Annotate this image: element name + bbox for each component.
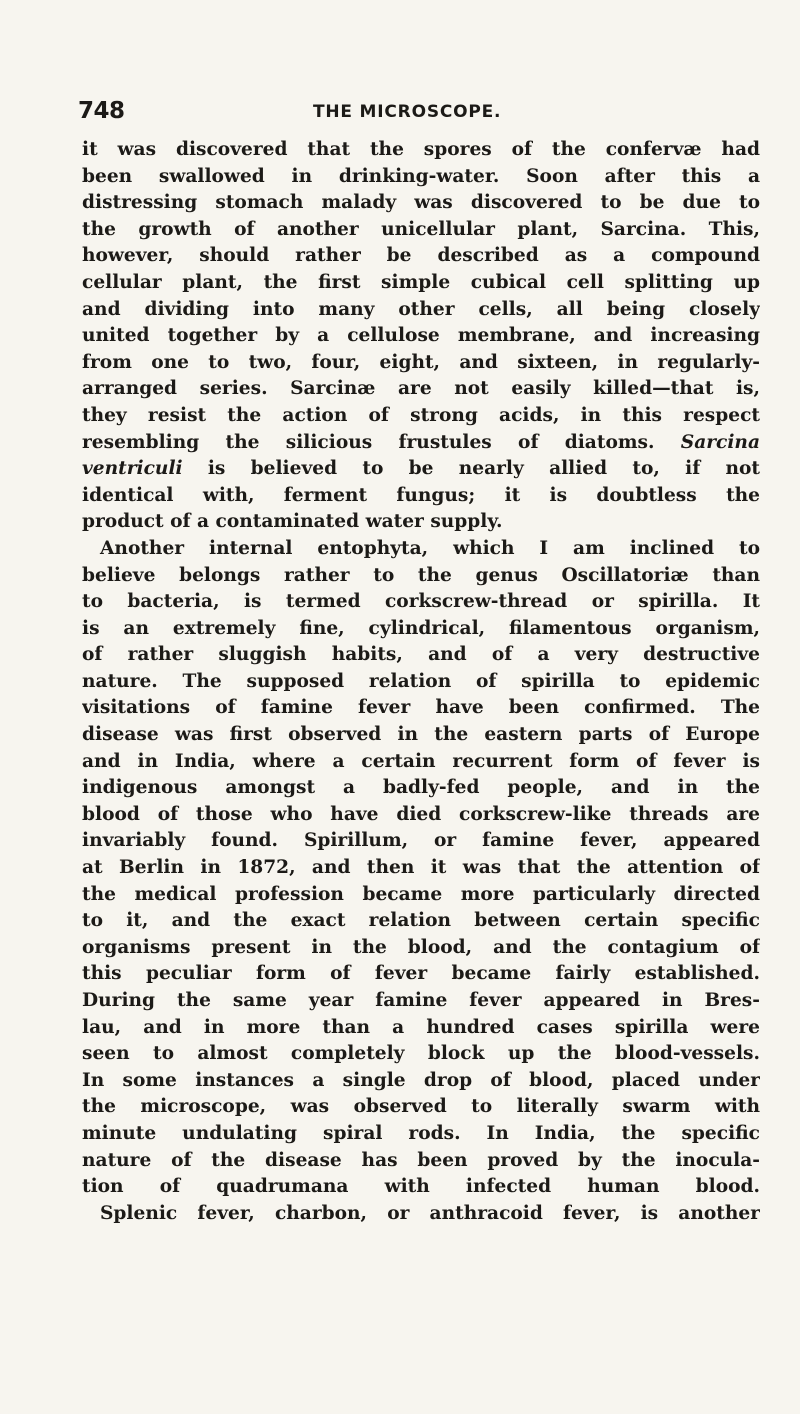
text-line-content: identical with, ferment fungus; it is doubtless the: [82, 484, 760, 506]
text-line-content: from one to two, four, eight, and sixteen, in regularly-: [82, 351, 760, 373]
text-line-content: is believed to be nearly allied to, if not: [182, 458, 760, 480]
body-text: [82, 137, 760, 1227]
text-line: [82, 243, 760, 270]
italic-term: Sarcina: [680, 431, 760, 453]
text-line: [82, 1015, 760, 1042]
text-line: [82, 908, 760, 935]
text-line: [82, 935, 760, 962]
text-line: [82, 642, 760, 669]
text-line: [82, 323, 760, 350]
text-line: [82, 190, 760, 217]
text-line-content: visitations of famine fever have been confirmed. The: [82, 697, 760, 719]
text-line-content: product of a contaminated water supply.: [82, 511, 503, 533]
text-line-content: During the same year famine fever appeared in Bres-: [82, 990, 760, 1011]
text-line-content: invariably found. Spirillum, or famine fever, appeared: [82, 830, 760, 852]
text-line-content: nature. The supposed relation of spirilla to epidemic: [82, 670, 760, 692]
text-line-content: tion of quadrumana with infected human blood.: [82, 1176, 760, 1198]
text-line-content: been swallowed in drinking-water. Soon after this a: [82, 165, 760, 187]
text-line: [82, 802, 760, 829]
text-line: [82, 695, 760, 722]
text-line: [82, 403, 760, 430]
text-line-content: and in India, where a certain recurrent form of fever is: [82, 750, 760, 772]
text-line: [82, 270, 760, 297]
text-line: [82, 882, 760, 909]
text-line: [82, 1201, 760, 1228]
text-line: [82, 1121, 760, 1148]
text-line-content: seen to almost completely block up the blood-vessels.: [82, 1043, 760, 1065]
text-line: [82, 749, 760, 776]
text-line: [82, 1174, 760, 1201]
text-line: [82, 297, 760, 324]
text-line-content: believe belongs rather to the genus Oscillatoriæ than: [82, 564, 760, 586]
text-line-content: and dividing into many other cells, all being closely: [82, 298, 760, 320]
running-head: [78, 98, 758, 128]
text-line-content: to it, and the exact relation between certain specific: [82, 910, 760, 932]
text-line: [82, 376, 760, 403]
text-line: [82, 536, 760, 563]
text-line-content: minute undulating spiral rods. In India, the specific: [82, 1122, 760, 1144]
text-line-content: they resist the action of strong acids, in this respect: [82, 404, 760, 426]
text-line: [82, 1041, 760, 1068]
text-line: [82, 616, 760, 643]
text-line-content: however, should rather be described as a compound: [82, 245, 760, 267]
text-line-content: the growth of another unicellular plant, Sarcina. This,: [82, 218, 760, 240]
text-line-content: of rather sluggish habits, and of a very destructive: [82, 644, 760, 666]
text-line-content: united together by a cellulose membrane, and increasing: [82, 325, 760, 347]
text-line: [82, 430, 760, 457]
text-line-content: disease was first observed in the eastern parts of Europe: [82, 724, 760, 746]
text-line-content: arranged series. Sarcinæ are not easily killed—that is,: [82, 378, 760, 400]
text-line-content: to bacteria, is termed corkscrew-thread or spirilla. It: [82, 591, 760, 613]
text-line-content: In some instances a single drop of blood, placed under: [82, 1069, 760, 1091]
italic-term: ventriculi: [82, 458, 183, 480]
text-line-content: Another internal entophyta, which I am inclined to: [100, 537, 760, 559]
text-line: [82, 217, 760, 244]
text-line: [82, 828, 760, 855]
text-line-content: cellular plant, the first simple cubical cell splitting up: [82, 271, 760, 293]
text-line: [82, 509, 760, 536]
running-title: THE MICROSCOPE.: [313, 102, 502, 122]
text-line-content: the medical profession became more particularly directed: [82, 883, 760, 905]
text-line-content: this peculiar form of fever became fairly established.: [82, 963, 760, 985]
text-line-content: Splenic fever, charbon, or anthracoid fever, is another: [100, 1202, 760, 1224]
text-line-content: the microscope, was observed to literally swarm with: [82, 1096, 760, 1118]
text-line: [82, 961, 760, 988]
text-line: [82, 483, 760, 510]
text-line: [82, 1068, 760, 1095]
text-line-content: it was discovered that the spores of the confervæ had: [82, 139, 760, 160]
text-line: [82, 669, 760, 696]
text-line: [82, 350, 760, 377]
text-line: [82, 775, 760, 802]
text-line-content: nature of the disease has been proved by the inocula-: [82, 1149, 760, 1171]
text-line-content: lau, and in more than a hundred cases spirilla were: [82, 1016, 760, 1038]
text-line: [82, 137, 760, 164]
text-line-content: at Berlin in 1872, and then it was that the attention of: [82, 857, 760, 879]
text-line: [82, 1094, 760, 1121]
text-line: [82, 722, 760, 749]
text-line-content: resembling the silicious frustules of diatoms.: [82, 431, 681, 453]
text-line: [82, 855, 760, 882]
page-number: 748: [78, 98, 125, 124]
text-line: [82, 988, 760, 1015]
text-line: [82, 1148, 760, 1175]
text-line-content: indigenous amongst a badly-fed people, and in the: [82, 777, 760, 799]
text-line: [82, 563, 760, 590]
text-line: [82, 589, 760, 616]
text-line: [82, 164, 760, 191]
text-line-content: blood of those who have died corkscrew-like threads are: [82, 803, 760, 825]
text-line-content: distressing stomach malady was discovered to be due to: [82, 192, 760, 214]
text-line: [82, 456, 760, 483]
text-line-content: organisms present in the blood, and the contagium of: [82, 936, 760, 958]
text-line-content: is an extremely fine, cylindrical, filamentous organism,: [82, 617, 760, 639]
